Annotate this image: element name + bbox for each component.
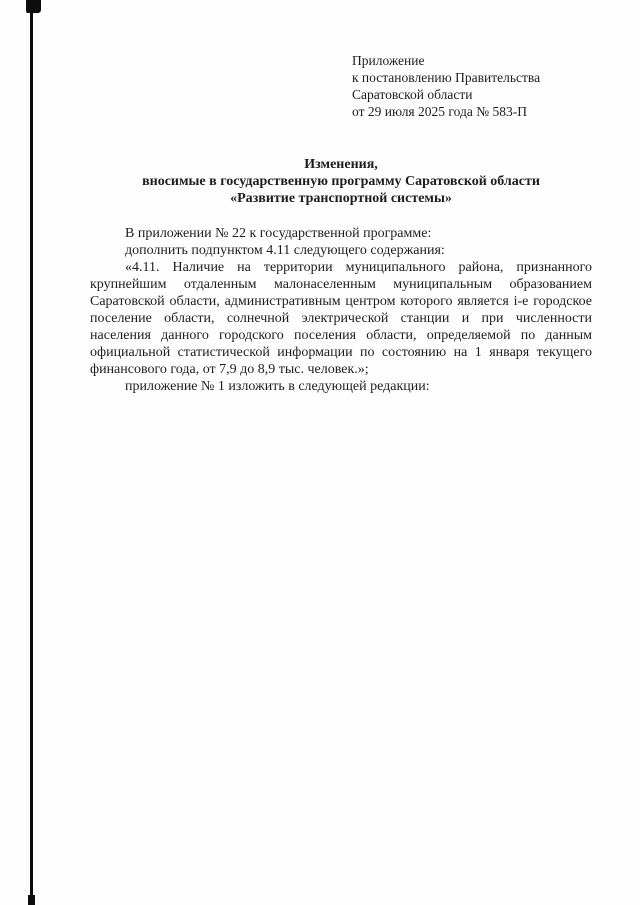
appendix-header-block [352,52,540,120]
appendix-header-line: Приложение [352,53,425,68]
appendix-header-line: от 29 июля 2025 года № 583-П [352,104,527,119]
document-title-line: «Развитие транспортной системы» [230,191,452,206]
document-title-line: вносимые в государственную программу Саратовской области [142,174,540,189]
paragraph: В приложении № 22 к государственной программе: [125,226,432,241]
document-content [90,0,592,395]
paragraph: приложение № 1 изложить в следующей редакции: [125,379,430,394]
scan-artifact-top-left [26,0,41,13]
scan-artifact-left-edge [30,0,33,905]
document-title [90,156,592,207]
appendix-header-line: Саратовской области [352,87,473,102]
paragraph: «4.11. Наличие на территории муниципального района, признанного крупнейшим отдаленным малонаселенным муниципальным образованием Саратовской области, административным центром которого является i-е городское поселение области, солнечной электрической станции и при численности населения данного городского поселения области, определяемой по данным официальной статистической информации по состоянию на 1 января текущего финансового года, от 7,9 до 8,9 тыс. человек.»; [90,260,592,377]
scan-artifact-bottom-left [28,895,35,905]
paragraph: дополнить подпунктом 4.11 следующего содержания: [125,243,445,258]
document-title-line: Изменения, [304,157,378,172]
appendix-header-line: к постановлению Правительства [352,70,541,85]
